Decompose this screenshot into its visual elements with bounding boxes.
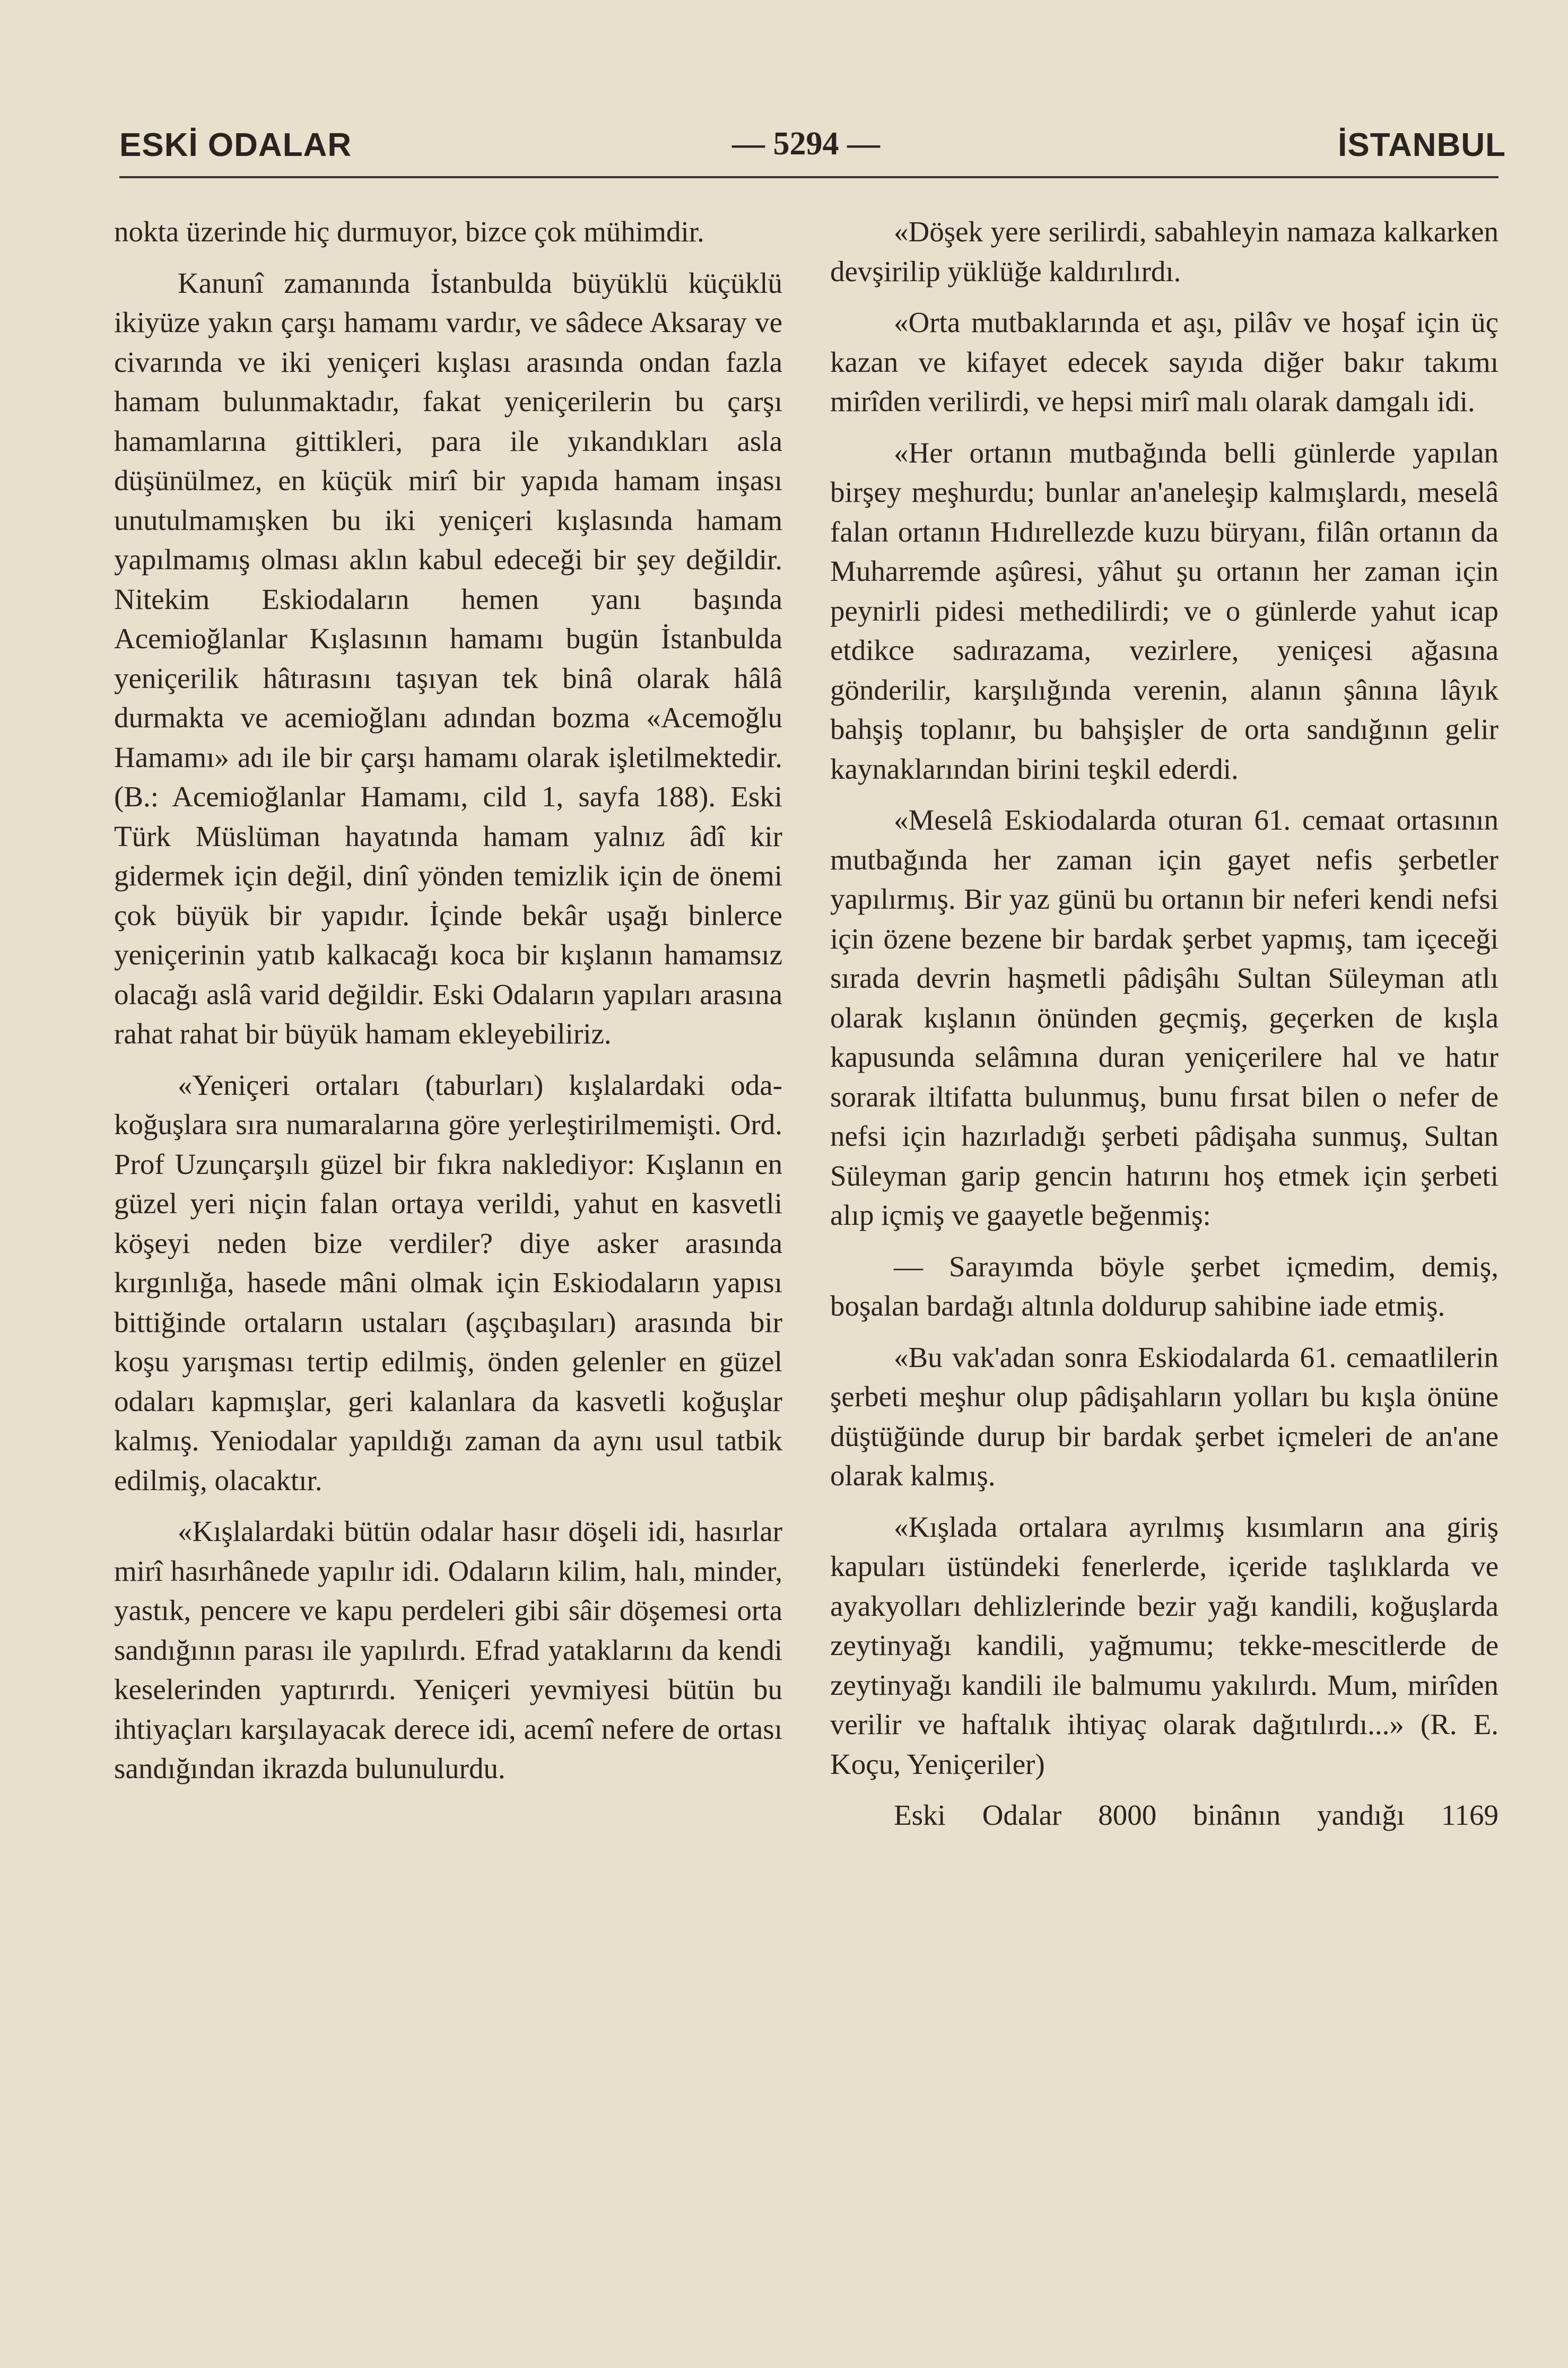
paragraph: «Meselâ Eskiodalarda oturan 61. cemaat ortasının mutbağında her zaman için gayet nefis şerbetler yapılırmış. Bir yaz günü bu ortanın bir neferi kendi nefsi için özene bezene bir bardak şerbet yapmış, tam içeceği sırada devrin haşmetli pâdişâhı Sultan Süleyman atlı olarak kışlanın önünden geçmiş, geçerken de kışla kapusunda selâmına duran yeniçerilere hal ve hatır sorarak iltifatta bulunmuş, bunu fırsat bilen o nefer de nefsi için hazırladığı şerbeti pâdişaha sunmuş, Sultan Süleyman garip gencin hatırını hoş etmek için şerbeti alıp içmiş ve gaayetle beğenmiş:	[830, 804, 1499, 1231]
paragraph: Kanunî zamanında İstanbulda büyüklü küçüklü ikiyüze yakın çarşı hamamı vardır, ve sâdece Aksaray ve civarında ve iki yeniçeri kışlası arasında ondan fazla hamam bulunmaktadır, fakat yeniçerilerin bu çarşı hamamlarına gittikleri, para ile yıkandıkları asla düşünülmez, en küçük mirî bir yapıda hamam inşası unutulmamışken bu iki yeniçeri kışlasında hamam yapılmamış olması aklın kabul edeceği bir şey değildir. Nitekim Eskiodaların hemen yanı başında Acemioğlanlar Kışlasının hamamı bugün İstanbulda yeniçerilik hâtırasını taşıyan tek binâ olarak hâlâ durmakta ve acemioğlanı adından bozma «Acemoğlu Hamamı» adı ile bir çarşı hamamı olarak işletilmektedir. (B.: Acemioğlanlar Hamamı, cild 1, sayfa 188). Eski Türk Müslüman hayatında hamam yalnız âdî kir gidermek için değil, dinî yönden temizlik için de önemi çok büyük bir yapıdır. İçinde bekâr uşağı binlerce yeniçerinin yatıb kalkacağı koca bir kışlanın hamamsız olacağı aslâ varid değildir. Eski Odaların yapıları arasına rahat rahat bir büyük hamam ekleyebiliriz.	[114, 266, 782, 1050]
right-column	[830, 212, 1499, 1847]
header-section-title: ESKİ ODALAR	[119, 127, 352, 163]
paragraph: nokta üzerinde hiç durmuyor, bizce çok mühimdir.	[114, 215, 704, 248]
paragraph: «Yeniçeri ortaları (taburları) kışlalardaki oda-koğuşlara sıra numaralarına göre yerleştirilmemişti. Ord. Prof Uzunçarşılı güzel bir fıkra naklediyor: Kışlanın en güzel yeri niçin falan ortaya verildi, yahut en kasvetli köşeyi neden bize verdiler? diye asker arasında kırgınlığa, hasede mâni olmak için Eskiodaların yapısı bittiğinde ortaların ustaları (aşçıbaşıları) arasında bir koşu yarışması tertip edilmiş, önden gelenler en güzel odaları kapmışlar, geri kalanlara da kasvetli koğuşlar kalmış. Yeniodalar yapıldığı zaman da aynı usul tatbik edilmiş, olacaktır.	[114, 1068, 782, 1496]
left-column	[114, 212, 782, 1800]
paragraph: «Döşek yere serilirdi, sabahleyin namaza kalkarken devşirilip yüklüğe kaldırılırdı.	[830, 215, 1499, 288]
paragraph: «Bu vak'adan sonra Eskiodalarda 61. cemaatlilerin şerbeti meşhur olup pâdişahların yolları bu kışla önüne düştüğünde durup bir bardak şerbet içmeleri de an'ane olarak kalmış.	[830, 1340, 1499, 1492]
paragraph: «Kışlalardaki bütün odalar hasır döşeli idi, hasırlar mirî hasırhânede yapılır idi. Odaların kilim, halı, minder, yastık, pencere ve kapu perdeleri gibi sâir döşemesi orta sandığının parası ile yapılırdı. Efrad yataklarını da kendi keselerinden yaptırırdı. Yeniçeri yevmiyesi bütün bu ihtiyaçları karşılayacak derece idi, acemî nefere de ortası sandığından ikrazda bulunulurdu.	[114, 1515, 782, 1784]
paragraph: «Her ortanın mutbağında belli günlerde yapılan birşey meşhurdu; bunlar an'aneleşip kalmışlardı, meselâ falan ortanın Hıdırellezde kuzu büryanı, filân ortanın da Muharremde aşûresi, yâhut şu ortanın her zaman için peynirli pidesi methedilirdi; ve o günlerde yahut icap etdikce sadırazama, vezirlere, yeniçesi ağasına gönderilir, karşılığında verenin, alanın şânına lâyık bahşiş toplanır, bu bahşişler de orta sandığının gelir kaynaklarından birini teşkil ederdi.	[830, 436, 1499, 785]
header-rule	[119, 176, 1499, 178]
paragraph: — Sarayımda böyle şerbet içmedim, demiş, boşalan bardağı altınla doldurup sahibine iade etmiş.	[830, 1250, 1499, 1322]
running-header	[119, 116, 1568, 174]
paragraph: «Orta mutbaklarında et aşı, pilâv ve hoşaf için üç kazan ve kifayet edecek sayıda diğer bakır takımı mirîden verilirdi, ve hepsi mirî malı olarak damgalı idi.	[830, 306, 1499, 417]
paragraph: «Kışlada ortalara ayrılmış kısımların ana giriş kapuları üstündeki fenerlerde, içeride taşlıklarda ve ayakyolları dehlizlerinde bezir yağı kandili, koğuşlarda zeytinyağı kandili, yağmumu; tekke-mescitlerde de zeytinyağı kandili ile balmumu yakılırdı. Mum, mirîden verilir ve haftalık ihtiyaç olarak dağıtılırdı...» (R. E. Koçu, Yeniçeriler)	[830, 1510, 1499, 1780]
header-volume-title: İSTANBUL	[1338, 127, 1506, 163]
page-number: — 5294 —	[732, 126, 880, 162]
paragraph-continuation: Eski Odalar 8000 binânın yandığı 1169	[894, 1799, 1499, 1831]
